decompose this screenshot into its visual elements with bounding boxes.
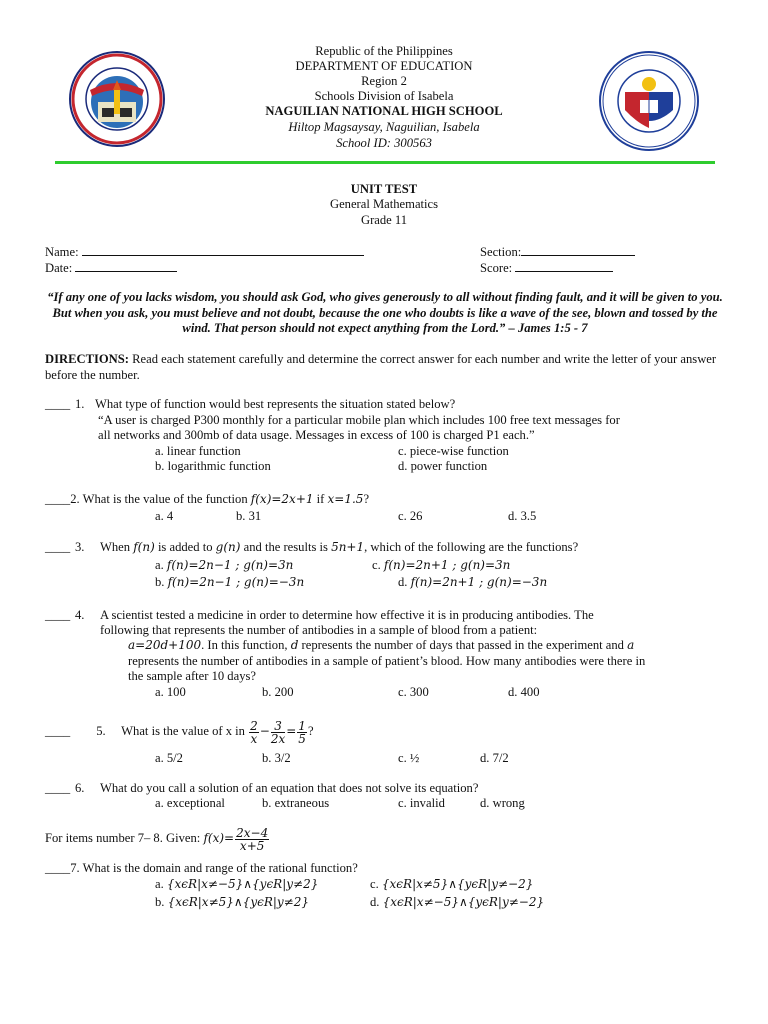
- q5-blank[interactable]: ____: [45, 724, 71, 738]
- school-address: Hiltop Magsaysay, Naguilian, Isabela: [288, 120, 480, 134]
- date-input-line[interactable]: [75, 260, 177, 272]
- given-fraction: [235, 827, 269, 852]
- given-text: For items number 7– 8. Given:: [45, 831, 201, 845]
- q3-text1: When: [100, 540, 131, 554]
- q3-choice-d-label: d.: [398, 575, 408, 589]
- q2-number: 2.: [70, 492, 80, 506]
- q7-choice-a-label: a.: [155, 877, 164, 891]
- name-input-line[interactable]: [82, 244, 364, 256]
- q4-line4: represents the number of antibodies in a sample of patient’s blood. How many antibodies were there in: [128, 654, 646, 668]
- q5-f2-num: 3: [271, 720, 285, 733]
- q7-choice-b: [155, 895, 309, 910]
- given-line: [45, 825, 270, 852]
- division-line: Schools Division of Isabela: [314, 89, 454, 103]
- directions: [45, 352, 735, 383]
- q2-text3: ?: [363, 492, 370, 506]
- q5-question-mark: ?: [307, 724, 314, 738]
- q7-choice-a: [155, 877, 318, 892]
- q2-text2: if: [316, 492, 325, 506]
- date-field[interactable]: [45, 260, 177, 276]
- school-name: NAGUILIAN NATIONAL HIGH SCHOOL: [265, 104, 503, 118]
- q6-choice-a: a. exceptional: [155, 796, 225, 810]
- q7-choice-c-label: c.: [370, 877, 379, 891]
- q6-blank[interactable]: ____: [45, 781, 71, 795]
- q2-choice-c: c. 26: [398, 509, 423, 523]
- q4-var-a: a: [627, 638, 635, 652]
- section-field[interactable]: [480, 244, 635, 260]
- q3-gn: g(n): [215, 540, 241, 554]
- section-input-line[interactable]: [521, 244, 635, 256]
- q7-choice-d-label: d.: [370, 895, 380, 909]
- q3-choice-d-expr: f(n)=2n+1 ; g(n)=−3n: [410, 575, 548, 589]
- department-line: DEPARTMENT OF EDUCATION: [295, 59, 473, 73]
- q7-choice-c-expr: {xϵR|x≠5}∧{yϵR|y≠−2}: [381, 877, 534, 891]
- q1-choice-b: b. logarithmic function: [155, 459, 271, 473]
- q7-choice-d-expr: {xϵR|x≠−5}∧{yϵR|y≠−2}: [382, 895, 545, 909]
- q6-question: What do you call a solution of an equation that does not solve its equation?: [100, 781, 479, 795]
- q1-choice-d: d. power function: [398, 459, 488, 473]
- q2-line: [45, 492, 369, 507]
- school-id: School ID: 300563: [336, 136, 432, 150]
- q4-line2: following that represents the number of antibodies in a sample of blood from a patient:: [100, 623, 538, 637]
- republic-line: Republic of the Philippines: [315, 44, 453, 58]
- score-input-line[interactable]: [515, 260, 613, 272]
- q1-choice-a: a. linear function: [155, 444, 241, 458]
- q3-choice-c-expr: f(n)=2n+1 ; g(n)=3n: [383, 558, 511, 572]
- q1-choice-c: c. piece-wise function: [398, 444, 509, 458]
- q4-line5: the sample after 10 days?: [128, 669, 256, 683]
- test-subject: General Mathematics: [329, 197, 439, 211]
- q5-f3-num: 1: [298, 718, 306, 733]
- q6-choice-c: c. invalid: [398, 796, 445, 810]
- q7-choice-a-expr: {xϵR|x≠−5}∧{yϵR|y≠2}: [166, 877, 319, 891]
- q3-result: 5n+1: [331, 540, 365, 554]
- directions-text: Read each statement carefully and determine the correct answer for each number and write the letter of your answer before the number.: [45, 352, 717, 382]
- q4-line3a: . In this function,: [201, 638, 288, 652]
- given-lhs: f(x)=: [203, 831, 235, 845]
- q3-fn: f(n): [133, 540, 155, 554]
- q2-choice-b: b. 31: [236, 509, 262, 523]
- q1-scenario-line1: “A user is charged P300 monthly for a particular mobile plan which includes 100 free text messages for: [98, 413, 620, 427]
- q5-f3-den: 5: [298, 731, 306, 746]
- q4-blank[interactable]: ____: [45, 608, 71, 622]
- score-field[interactable]: [480, 260, 613, 276]
- q4-line3: [128, 638, 634, 653]
- q3-choice-a-label: a.: [155, 558, 164, 572]
- q3-question: [100, 540, 578, 555]
- q3-blank[interactable]: ____: [45, 540, 71, 554]
- q7-choice-c: [370, 877, 533, 892]
- test-grade: Grade 11: [360, 213, 408, 227]
- q3-choice-b-expr: f(n)=2n−1 ; g(n)=−3n: [167, 575, 305, 589]
- q3-text3: and the results is: [243, 540, 328, 554]
- name-field[interactable]: [45, 244, 364, 260]
- q2-choice-d: d. 3.5: [508, 509, 537, 523]
- date-label: Date:: [45, 261, 73, 275]
- q5-choice-b: b. 3/2: [262, 751, 291, 765]
- q4-number: 4.: [75, 608, 85, 622]
- q4-equation: a=20d+100: [128, 638, 202, 652]
- q6-choice-d: d. wrong: [480, 796, 525, 810]
- given-denominator: x+5: [239, 838, 265, 853]
- q3-text4: , which of the following are the functions?: [364, 540, 579, 554]
- q3-text2: is added to: [157, 540, 213, 554]
- given-numerator: 2x−4: [236, 825, 269, 840]
- q1-scenario-line2: all networks and 300mb of data usage. Messages in excess of 100 is charged P1 each.”: [98, 428, 535, 442]
- q5-equals: =: [286, 724, 297, 738]
- q5-f1-den: x: [250, 731, 258, 746]
- q5-fraction-1: [249, 720, 259, 745]
- test-title: UNIT TEST: [350, 182, 418, 196]
- q6-choice-b: b. extraneous: [262, 796, 330, 810]
- q5-f1-num: 2: [250, 718, 258, 733]
- q1-question: What type of function would best represents the situation stated below?: [95, 397, 456, 411]
- q5-minus: −: [259, 724, 270, 738]
- q2-function: f(x)=2x+1: [250, 492, 314, 506]
- q7-choice-d: [370, 895, 544, 910]
- q5-choice-c: c. ½: [398, 751, 420, 765]
- q7-question: What is the domain and range of the rational function?: [82, 861, 358, 875]
- bible-quote: “If any one of you lacks wisdom, you should ask God, who gives generously to all without finding fault, and it will be given to you. But when you ask, you must believe and not doubt, because the one who doubts is like a wave of the see, blown and tossed by the wind. That person should not expect anything from the Lord.” – James 1:5 - 7: [47, 290, 723, 335]
- q3-choice-d: [398, 575, 547, 590]
- section-label: Section:: [480, 245, 522, 259]
- header-divider: [55, 161, 715, 164]
- q7-line: [45, 861, 358, 876]
- q1-number: 1.: [75, 397, 85, 411]
- q3-choice-a-expr: f(n)=2n−1 ; g(n)=3n: [166, 558, 294, 572]
- region-line: Region 2: [361, 74, 407, 88]
- q3-choice-b-label: b.: [155, 575, 165, 589]
- q1-blank[interactable]: ____: [45, 397, 71, 411]
- q4-line1: A scientist tested a medicine in order to determine how effective it is in producing antibodies. The: [100, 608, 594, 622]
- q5-fraction-3: [297, 720, 307, 745]
- q4-choice-d: d. 400: [508, 685, 540, 699]
- q2-choice-a: a. 4: [155, 509, 174, 523]
- q7-blank[interactable]: ____: [45, 861, 71, 875]
- q3-choice-c-label: c.: [372, 558, 381, 572]
- q4-var-d: d: [290, 638, 299, 652]
- q5-number: 5.: [96, 724, 106, 738]
- score-label: Score:: [480, 261, 513, 275]
- q4-line3b: represents the number of days that passed in the experiment and: [301, 638, 624, 652]
- q2-condition: x=1.5: [327, 492, 364, 506]
- q5-choice-a: a. 5/2: [155, 751, 183, 765]
- q4-choice-a: a. 100: [155, 685, 186, 699]
- directions-label: DIRECTIONS:: [45, 352, 129, 366]
- q3-choice-a: [155, 558, 293, 573]
- q5-choice-d: d. 7/2: [480, 751, 509, 765]
- q6-number: 6.: [75, 781, 85, 795]
- name-label: Name:: [45, 245, 79, 259]
- q5-f2-den: 2x: [270, 731, 286, 746]
- q2-text1: What is the value of the function: [82, 492, 248, 506]
- q7-choice-b-expr: {xϵR|x≠5}∧{yϵR|y≠2}: [167, 895, 310, 909]
- q5-line: [45, 718, 314, 745]
- q7-choice-b-label: b.: [155, 895, 165, 909]
- q3-choice-b: [155, 575, 304, 590]
- q4-choice-b: b. 200: [262, 685, 294, 699]
- q4-choice-c: c. 300: [398, 685, 429, 699]
- q7-number: 7.: [70, 861, 80, 875]
- q3-choice-c: [372, 558, 510, 573]
- q5-fraction-2: [271, 720, 285, 745]
- q5-text: What is the value of x in: [121, 724, 245, 738]
- q2-blank[interactable]: ____: [45, 492, 71, 506]
- q3-number: 3.: [75, 540, 85, 554]
